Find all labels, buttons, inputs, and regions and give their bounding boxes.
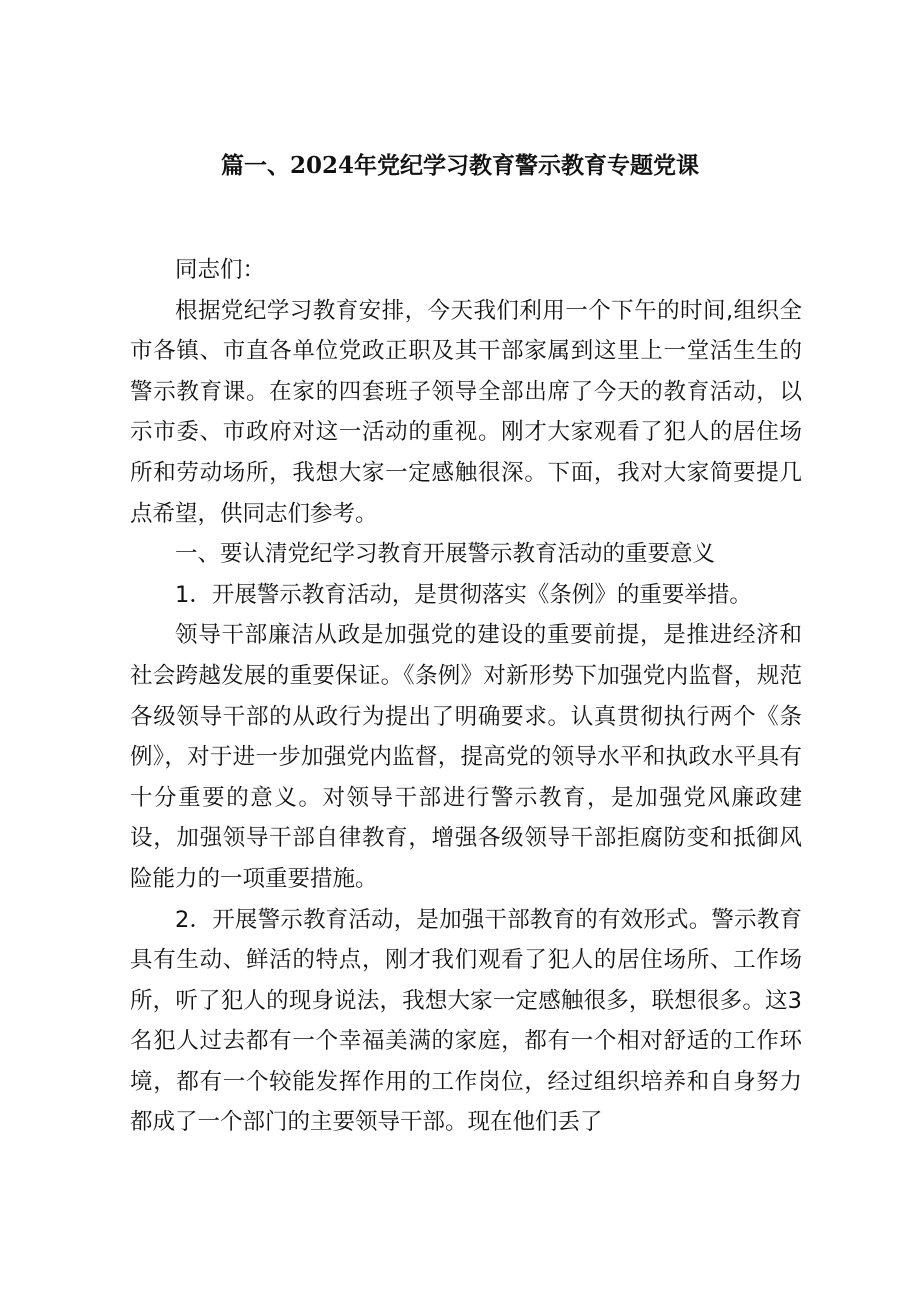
intro-paragraph: 根据党纪学习教育安排，今天我们利用一个下午的时间,组织全市各镇、市直各单位党政正职及其干部家属到这里上一堂活生生的警示教育课。在家的四套班子领导全部出席了今天的教育活动，以示市委、市政府对这一活动的重视。刚才大家观看了犯人的居住场所和劳动场所，我想大家一定感触很深。下面，我对大家简要提几点希望，供同志们参考。 bbox=[130, 297, 802, 527]
document-title: 篇一、2024年党纪学习教育警示教育专题党课 bbox=[220, 152, 699, 179]
section-heading: 一、要认清党纪学习教育开展警示教育活动的重要意义 bbox=[175, 541, 716, 568]
document-body bbox=[130, 250, 802, 1143]
subheading-2-paragraph: 2．开展警示教育活动，是加强干部教育的有效形式。警示教育具有生动、鲜活的特点，刚才我们观看了犯人的居住场所、工作场所，听了犯人的现身说法，我想大家一定感触很多，联想很多。这3名犯人过去都有一个幸福美满的家庭，都有一个相对舒适的工作环境，都有一个较能发挥作用的工作岗位，经过组织培养和自身努力都成了一个部门的主要领导干部。现在他们丢了 bbox=[130, 906, 802, 1136]
subheading-1: 1．开展警示教育活动，是贯彻落实《条例》的重要举措。 bbox=[175, 581, 752, 608]
salutation-paragraph: 同志们： bbox=[175, 257, 266, 283]
body-paragraph: 领导干部廉洁从政是加强党的建设的重要前提，是推进经济和社会跨越发展的重要保证。《条例》对新形势下加强党内监督，规范各级领导干部的从政行为提出了明确要求。认真贯彻执行两个《条例》，对于进一步加强党内监督，提高党的领导水平和执政水平具有十分重要的意义。对领导干部进行警示教育，是加强党风廉政建设，加强领导干部自律教育，增强各级领导干部拒腐防变和抵御风险能力的一项重要措施。 bbox=[130, 622, 802, 892]
